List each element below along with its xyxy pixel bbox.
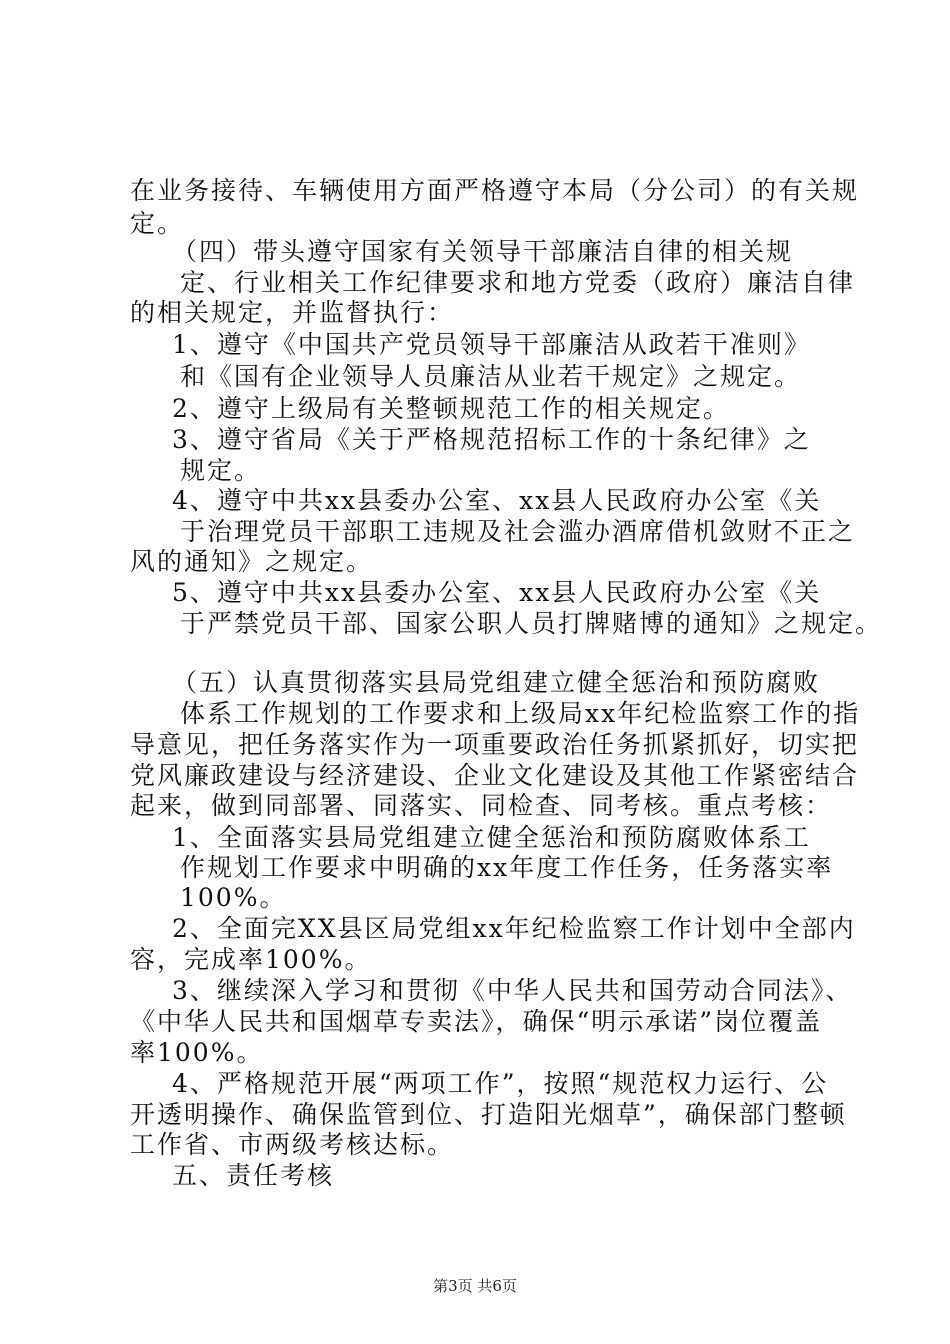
text-line: 规定。: [180, 456, 262, 485]
text-line: 开透明操作、确保监管到位、打造阳光烟草”，确保部门整顿: [130, 1100, 847, 1129]
list-item: 5、遵守中共xx县委办公室、xx县人民政府办公室《关: [172, 578, 822, 607]
text-line: 作规划工作要求中明确的xx年度工作任务，任务落实率: [180, 853, 834, 882]
text-line: 起来，做到同部署、同落实、同检查、同考核。重点考核：: [130, 791, 833, 820]
text-line: 容，完成率100%。: [130, 945, 372, 974]
section-heading-4: （四）带头遵守国家有关领导干部廉洁自律的相关规: [172, 237, 794, 266]
text-line: 率100%。: [130, 1038, 264, 1067]
list-item: 1、全面落实县局党组建立健全惩治和预防腐败体系工: [172, 823, 811, 852]
page-footer: 第3页 共6页: [433, 1277, 517, 1295]
text-line: 于治理党员干部职工违规及社会滥办酒席借机敛财不正之: [180, 517, 856, 546]
text-line: 《中华人民共和国烟草专卖法》，确保“明示承诺”岗位覆盖: [130, 1007, 823, 1036]
list-item: 3、遵守省局《关于严格规范招标工作的十条纪律》之: [172, 425, 811, 454]
text-line: 工作省、市两级考核达标。: [130, 1130, 455, 1159]
text-line: 和《国有企业领导人员廉洁从业若干规定》之规定。: [180, 362, 802, 391]
text-line: 风的通知》之规定。: [130, 547, 374, 576]
section-heading-5: （五）认真贯彻落实县局党组建立健全惩治和预防腐败: [172, 668, 821, 697]
text-line: 的相关规定，并监督执行：: [130, 298, 455, 327]
list-item: 2、遵守上级局有关整顿规范工作的相关规定。: [172, 394, 730, 423]
text-line: 体系工作规划的工作要求和上级局xx年纪检监察工作的指: [180, 699, 861, 728]
text-line: 于严禁党员干部、国家公职人员打牌赌博的通知》之规定。: [180, 609, 883, 638]
list-item: 3、继续深入学习和贯彻《中华人民共和国劳动合同法》、: [172, 976, 853, 1005]
section-heading-five: 五、责任考核: [172, 1161, 335, 1190]
text-line: 100%。: [180, 883, 287, 912]
text-line: 定、行业相关工作纪律要求和地方党委（政府）廉洁自律: [180, 268, 856, 297]
list-item: 4、严格规范开展“两项工作”，按照“规范权力运行、公: [172, 1069, 829, 1098]
text-line: 党风廉政建设与经济建设、企业文化建设及其他工作紧密结合: [130, 761, 860, 790]
text-line: 导意见，把任务落实作为一项重要政治任务抓紧抓好，切实把: [130, 730, 860, 759]
list-item: 2、全面完XX县区局党组xx年纪检监察工作计划中全部内: [172, 914, 856, 943]
list-item: 4、遵守中共xx县委办公室、xx县人民政府办公室《关: [172, 486, 822, 515]
text-line: 定。: [130, 209, 185, 238]
text-line: 在业务接待、车辆使用方面严格遵守本局（分公司）的有关规: [130, 176, 860, 205]
list-item: 1、遵守《中国共产党员领导干部廉洁从政若干准则》: [172, 330, 811, 359]
